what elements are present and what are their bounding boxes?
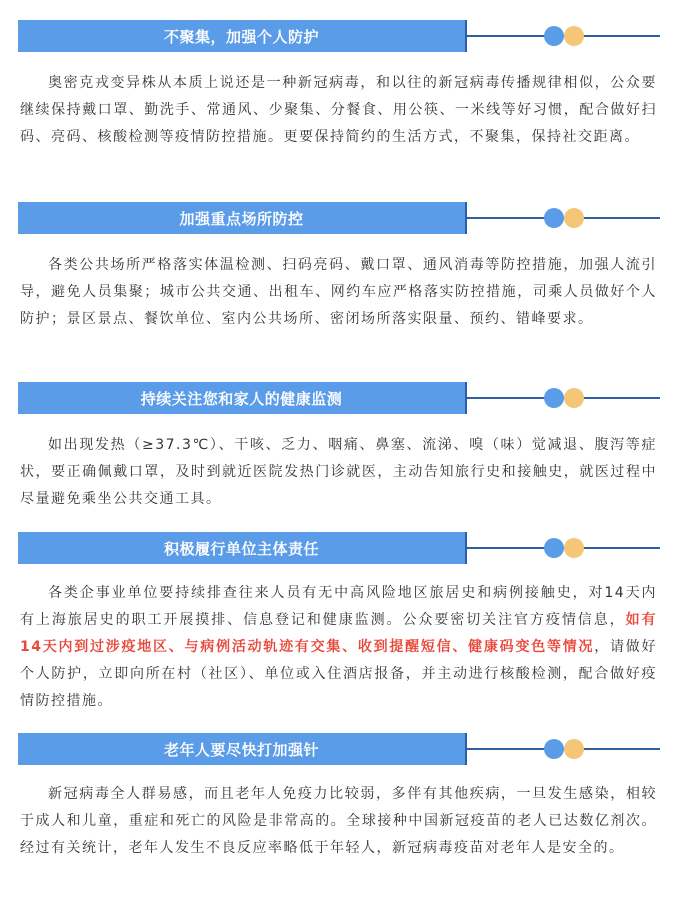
orange-dot-icon [564,388,584,408]
section-header [0,532,673,564]
orange-dot-icon [564,208,584,228]
section-booster-shot [0,733,673,862]
section-paragraph: 新冠病毒全人群易感，而且老年人免疫力比较弱，多伴有其他疾病，一旦发生感染，相较于成人和儿童，重症和死亡的风险是非常高的。全球接种中国新冠疫苗的老人已达数亿剂次。经过有关统计，老年人发生不良反应率略低于年轻人，新冠病毒疫苗对老年人是安全的。 [20,786,657,856]
section-header [0,20,673,52]
section-header [0,202,673,234]
blue-dot-icon [544,388,564,408]
section-paragraph: 各类公共场所严格落实体温检测、扫码亮码、戴口罩、通风消毒等防控措施，加强人流引导，避免人员集聚；城市公共交通、出租车、网约车应严格落实防控措施，司乘人员做好个人防护；景区景点、餐饮单位、室内公共场所、密闭场所落实限量、预约、错峰要求。 [20,257,657,327]
blue-dot-icon [544,739,564,759]
section-paragraph [0,580,673,715]
section-title: 不聚集，加强个人防护 [18,20,467,52]
section-title: 加强重点场所防控 [18,202,467,234]
orange-dot-icon [564,538,584,558]
orange-dot-icon [564,26,584,46]
section-key-venues [0,202,673,333]
blue-dot-icon [544,538,564,558]
section-title: 积极履行单位主体责任 [18,532,467,564]
orange-dot-icon [564,739,584,759]
section-title: 持续关注您和家人的健康监测 [18,382,467,414]
section-personal-protection [0,20,673,151]
paragraph-text: ，请做好个人防护，立即向所在村（社区）、单位或入住酒店报备，并主动进行核酸检测，配合做好疫情防控措施。 [20,639,658,709]
section-paragraph: 如出现发热（≥37.3℃）、干咳、乏力、咽痛、鼻塞、流涕、嗅（味）觉减退、腹泻等症状，要正确佩戴口罩，及时到就近医院发热门诊就医，主动告知旅行史和接触史，就医过程中尽量避免乘坐公共交通工具。 [20,437,657,507]
paragraph-text: 各类企事业单位要持续排查往来人员有无中高风险地区旅居史和病例接触史，对14天内有上海旅居史的职工开展摸排、信息登记和健康监测。公众要密切关注官方疫情信息， [20,585,657,628]
section-header [0,382,673,414]
section-header [0,733,673,765]
section-unit-responsibility [0,532,673,715]
highlighted-text: 如有14天内到过涉疫地区、与病例活动轨迹有交集、收到提醒短信、健康码变色等情况 [20,612,657,655]
section-paragraph: 奥密克戎变异株从本质上说还是一种新冠病毒，和以往的新冠病毒传播规律相似，公众要继续保持戴口罩、勤洗手、常通风、少聚集、分餐食、用公筷、一米线等好习惯，配合做好扫码、亮码、核酸检测等疫情防控措施。更要保持简约的生活方式，不聚集，保持社交距离。 [20,75,657,145]
blue-dot-icon [544,26,564,46]
section-health-monitoring [0,382,673,513]
blue-dot-icon [544,208,564,228]
section-title: 老年人要尽快打加强针 [18,733,467,765]
